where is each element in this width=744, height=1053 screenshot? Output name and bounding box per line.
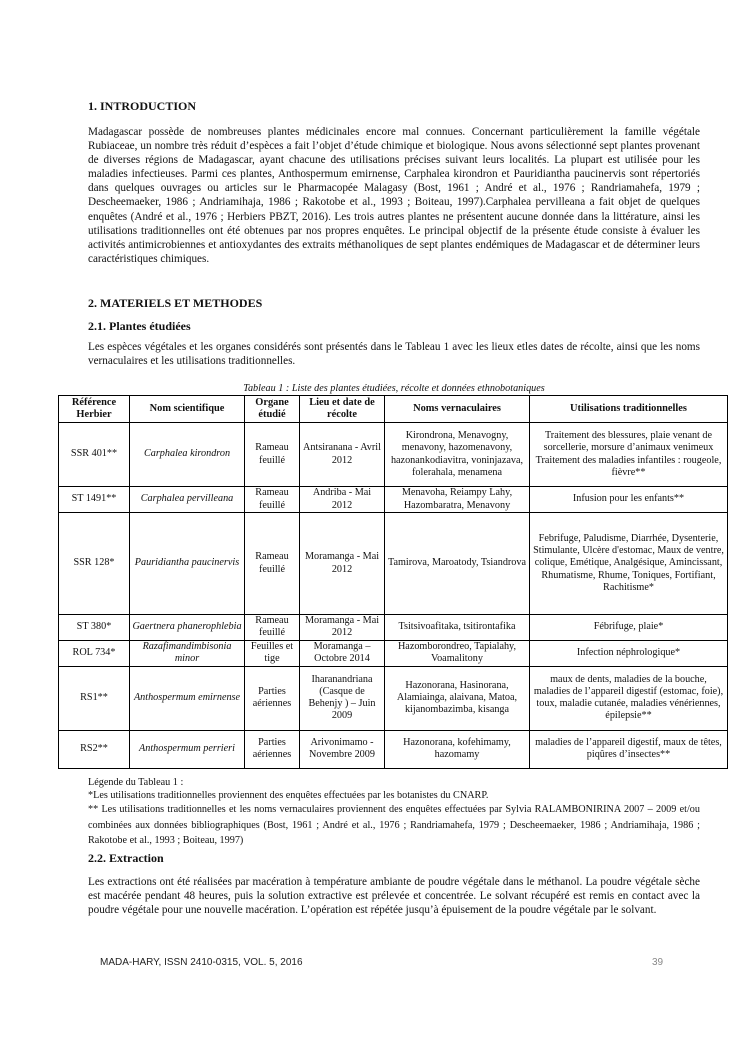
cell-vernacular: Hazomborondreo, Tapialahy, Voamalitony <box>385 640 530 666</box>
ethnobotany-table <box>58 395 728 769</box>
cell-harvest: Arivonimamo - Novembre 2009 <box>300 730 385 768</box>
methods-heading: 2. MATERIELS ET METHODES <box>88 296 263 310</box>
cell-harvest: Iharanandriana (Casque de Behenjy ) – Juin 2009 <box>300 666 385 730</box>
table-row <box>59 615 728 641</box>
scientific-name: Pauridiantha paucinervis <box>134 557 240 569</box>
table-row <box>59 640 728 666</box>
header-scientific-name: Nom scientifique <box>130 396 245 423</box>
plants-heading: 2.1. Plantes étudiées <box>88 319 191 333</box>
cell-scientific-name <box>130 487 245 513</box>
cell-uses: Febrifuge, Paludisme, Diarrhée, Dysenterie, Stimulante, Ulcère d'estomac, Maux de ventre, colique, Emétique, Analgésique, Amincissant, Rhumatisme, Rhume, Toniques, Fortifiant, Rachitisme* <box>530 513 728 615</box>
scientific-name: Gaertnera phanerophlebia <box>132 621 242 633</box>
plants-paragraph: Les espèces végétales et les organes considérés sont présentés dans le Tableau 1 avec les lieux etles dates de récolte, ainsi que les noms vernaculaires et les utilisations traditionnelles. <box>88 341 700 368</box>
cell-scientific-name <box>130 615 245 641</box>
header-harvest: Lieu et date de récolte <box>300 396 385 423</box>
table-legend <box>88 776 700 849</box>
table-header-row <box>59 396 728 423</box>
cell-uses: Infection néphrologique* <box>530 640 728 666</box>
cell-uses: Infusion pour les enfants** <box>530 487 728 513</box>
table-row <box>59 487 728 513</box>
table-row <box>59 513 728 615</box>
cell-scientific-name <box>130 640 245 666</box>
cell-scientific-name <box>130 513 245 615</box>
cell-reference: ROL 734* <box>59 640 130 666</box>
table-row <box>59 423 728 487</box>
cell-organ: Rameau feuillé <box>245 487 300 513</box>
cell-reference: RS2** <box>59 730 130 768</box>
scientific-name: Anthospermum perrieri <box>139 742 235 754</box>
cell-vernacular: Hazonorana, Hasinorana, Alamiainga, alaivana, Matoa, kijanombazimba, kisanga <box>385 666 530 730</box>
legend-note-1: *Les utilisations traditionnelles proviennent des enquêtes effectuées par les botanistes du CNARP. <box>88 790 489 801</box>
cell-organ: Rameau feuillé <box>245 513 300 615</box>
cell-reference: SSR 128* <box>59 513 130 615</box>
cell-vernacular: Kirondrona, Menavogny, menavony, hazomenavony, hazonankodiavitra, voninjazava, folerahala, menamena <box>385 423 530 487</box>
cell-organ: Feuilles et tige <box>245 640 300 666</box>
cell-vernacular: Tamirova, Maroatody, Tsiandrova <box>385 513 530 615</box>
cell-scientific-name <box>130 730 245 768</box>
cell-vernacular: Menavoha, Reiampy Lahy, Hazombaratra, Menavony <box>385 487 530 513</box>
cell-organ: Rameau feuillé <box>245 423 300 487</box>
introduction-paragraph: Madagascar possède de nombreuses plantes médicinales encore mal connues. Concernant particulièrement la famille végétale Rubiaceae, un nombre très réduit d’espèces a fait l’objet d’étude chimique et biologique. Nous avons sélectionné sept plantes provenant de diverses régions de Madagascar, ayant chacune des utilisations précises suivant leurs localités. La plupart est utilisée pour les maladies infectieuses. Parmi ces plantes, Anthospermum emirnense, Carphalea kirondron et Pauridiantha paucinervis sont répertoriés dans quelques ouvrages ou articles sur le Pharmacopée Malagasy (Bost, 1961 ; André et al., 1976 ; Randriamahefa, 1979 ; Descheemaeker, 1986 ; Andriamihaja, 1986 ; Rakotobe et al., 1993 ; Boiteau, 1997).Carphalea pervilleana a fait objet de quelques enquêtes (André et al., 1976 ; Herbiers PBZT, 2016). Les trois autres plantes ne présentent aucune donnée dans la littérature, ainsi les utilisations traditionnelles ont été obtenues par nos propres enquêtes. Le principal objectif de la présente étude consiste à évaluer les activités antimicrobiennes et antioxydantes des extraits méthanoliques de sept plantes endémiques de Madagascar et de déterminer leurs caractéristiques chimiques. <box>88 126 700 265</box>
cell-organ: Rameau feuillé <box>245 615 300 641</box>
extraction-heading: 2.2. Extraction <box>88 851 164 865</box>
cell-vernacular: Hazonorana, kofehimamy, hazomamy <box>385 730 530 768</box>
cell-organ: Parties aériennes <box>245 730 300 768</box>
cell-harvest: Moramanga - Mai 2012 <box>300 615 385 641</box>
cell-reference: SSR 401** <box>59 423 130 487</box>
cell-harvest: Moramanga – Octobre 2014 <box>300 640 385 666</box>
table-caption: Tableau 1 : Liste des plantes étudiées, récolte et données ethnobotaniques <box>243 383 545 394</box>
header-organ: Organe étudié <box>245 396 300 423</box>
cell-organ: Parties aériennes <box>245 666 300 730</box>
journal-footer: MADA-HARY, ISSN 2410-0315, VOL. 5, 2016 <box>100 957 303 968</box>
cell-uses: maladies de l’appareil digestif, maux de têtes, piqûres d’insectes** <box>530 730 728 768</box>
header-reference: Référence Herbier <box>59 396 130 423</box>
cell-uses: Fébrifuge, plaie* <box>530 615 728 641</box>
scientific-name: Carphalea kirondron <box>143 448 231 460</box>
cell-harvest: Andriba - Mai 2012 <box>300 487 385 513</box>
extraction-paragraph: Les extractions ont été réalisées par macération à température ambiante de poudre végétale dans le méthanol. La poudre végétale sèche est macérée pendant 48 heures, puis la solution extractive est prélevée et concentrée. Le solvant récupéré est remis en contact avec la poudre végétale pour une nouvelle macération. L’opération est répétée jusqu’à épuisement de la poudre végétale par le solvant. <box>88 876 700 917</box>
cell-reference: RS1** <box>59 666 130 730</box>
legend-note-2: ** Les utilisations traditionnelles et les noms vernaculaires proviennent des enquêtes effectuées par Sylvia RALAMBONIRINA 2007 – 2009 et/ou combinées aux données bibliographiques (Bost, 1961 ; André et al., 1976 ; Randriamahefa, 1979 ; Descheemaeker, 1986 ; Andriamihaja, 1986 ; Rakotobe et al., 1993 ; Boiteau, 1997) <box>88 804 700 846</box>
cell-reference: ST 380* <box>59 615 130 641</box>
cell-harvest: Moramanga - Mai 2012 <box>300 513 385 615</box>
scientific-name: Razafimandimbisonia minor <box>142 640 232 665</box>
header-uses: Utilisations traditionnelles <box>530 396 728 423</box>
scientific-name: Anthospermum emirnense <box>133 691 241 703</box>
header-vernacular: Noms vernaculaires <box>385 396 530 423</box>
table-row <box>59 666 728 730</box>
scientific-name: Carphalea pervilleana <box>140 493 234 505</box>
page-number: 39 <box>652 957 664 968</box>
cell-reference: ST 1491** <box>59 487 130 513</box>
cell-scientific-name <box>130 666 245 730</box>
cell-vernacular: Tsitsivoafitaka, tsitirontafika <box>385 615 530 641</box>
cell-uses: Traitement des blessures, plaie venant de sorcellerie, morsure d’animaux venimeux Traitement des maladies infantiles : rougeole, fièvre** <box>530 423 728 487</box>
table-row <box>59 730 728 768</box>
cell-uses: maux de dents, maladies de la bouche, maladies de l’appareil digestif (estomac, foie), toux, maladie cutanée, maladies vénériennes, épilepsie** <box>530 666 728 730</box>
legend-title: Légende du Tableau 1 : <box>88 777 184 788</box>
cell-scientific-name <box>130 423 245 487</box>
cell-harvest: Antsiranana - Avril 2012 <box>300 423 385 487</box>
introduction-heading: 1. INTRODUCTION <box>88 99 197 113</box>
